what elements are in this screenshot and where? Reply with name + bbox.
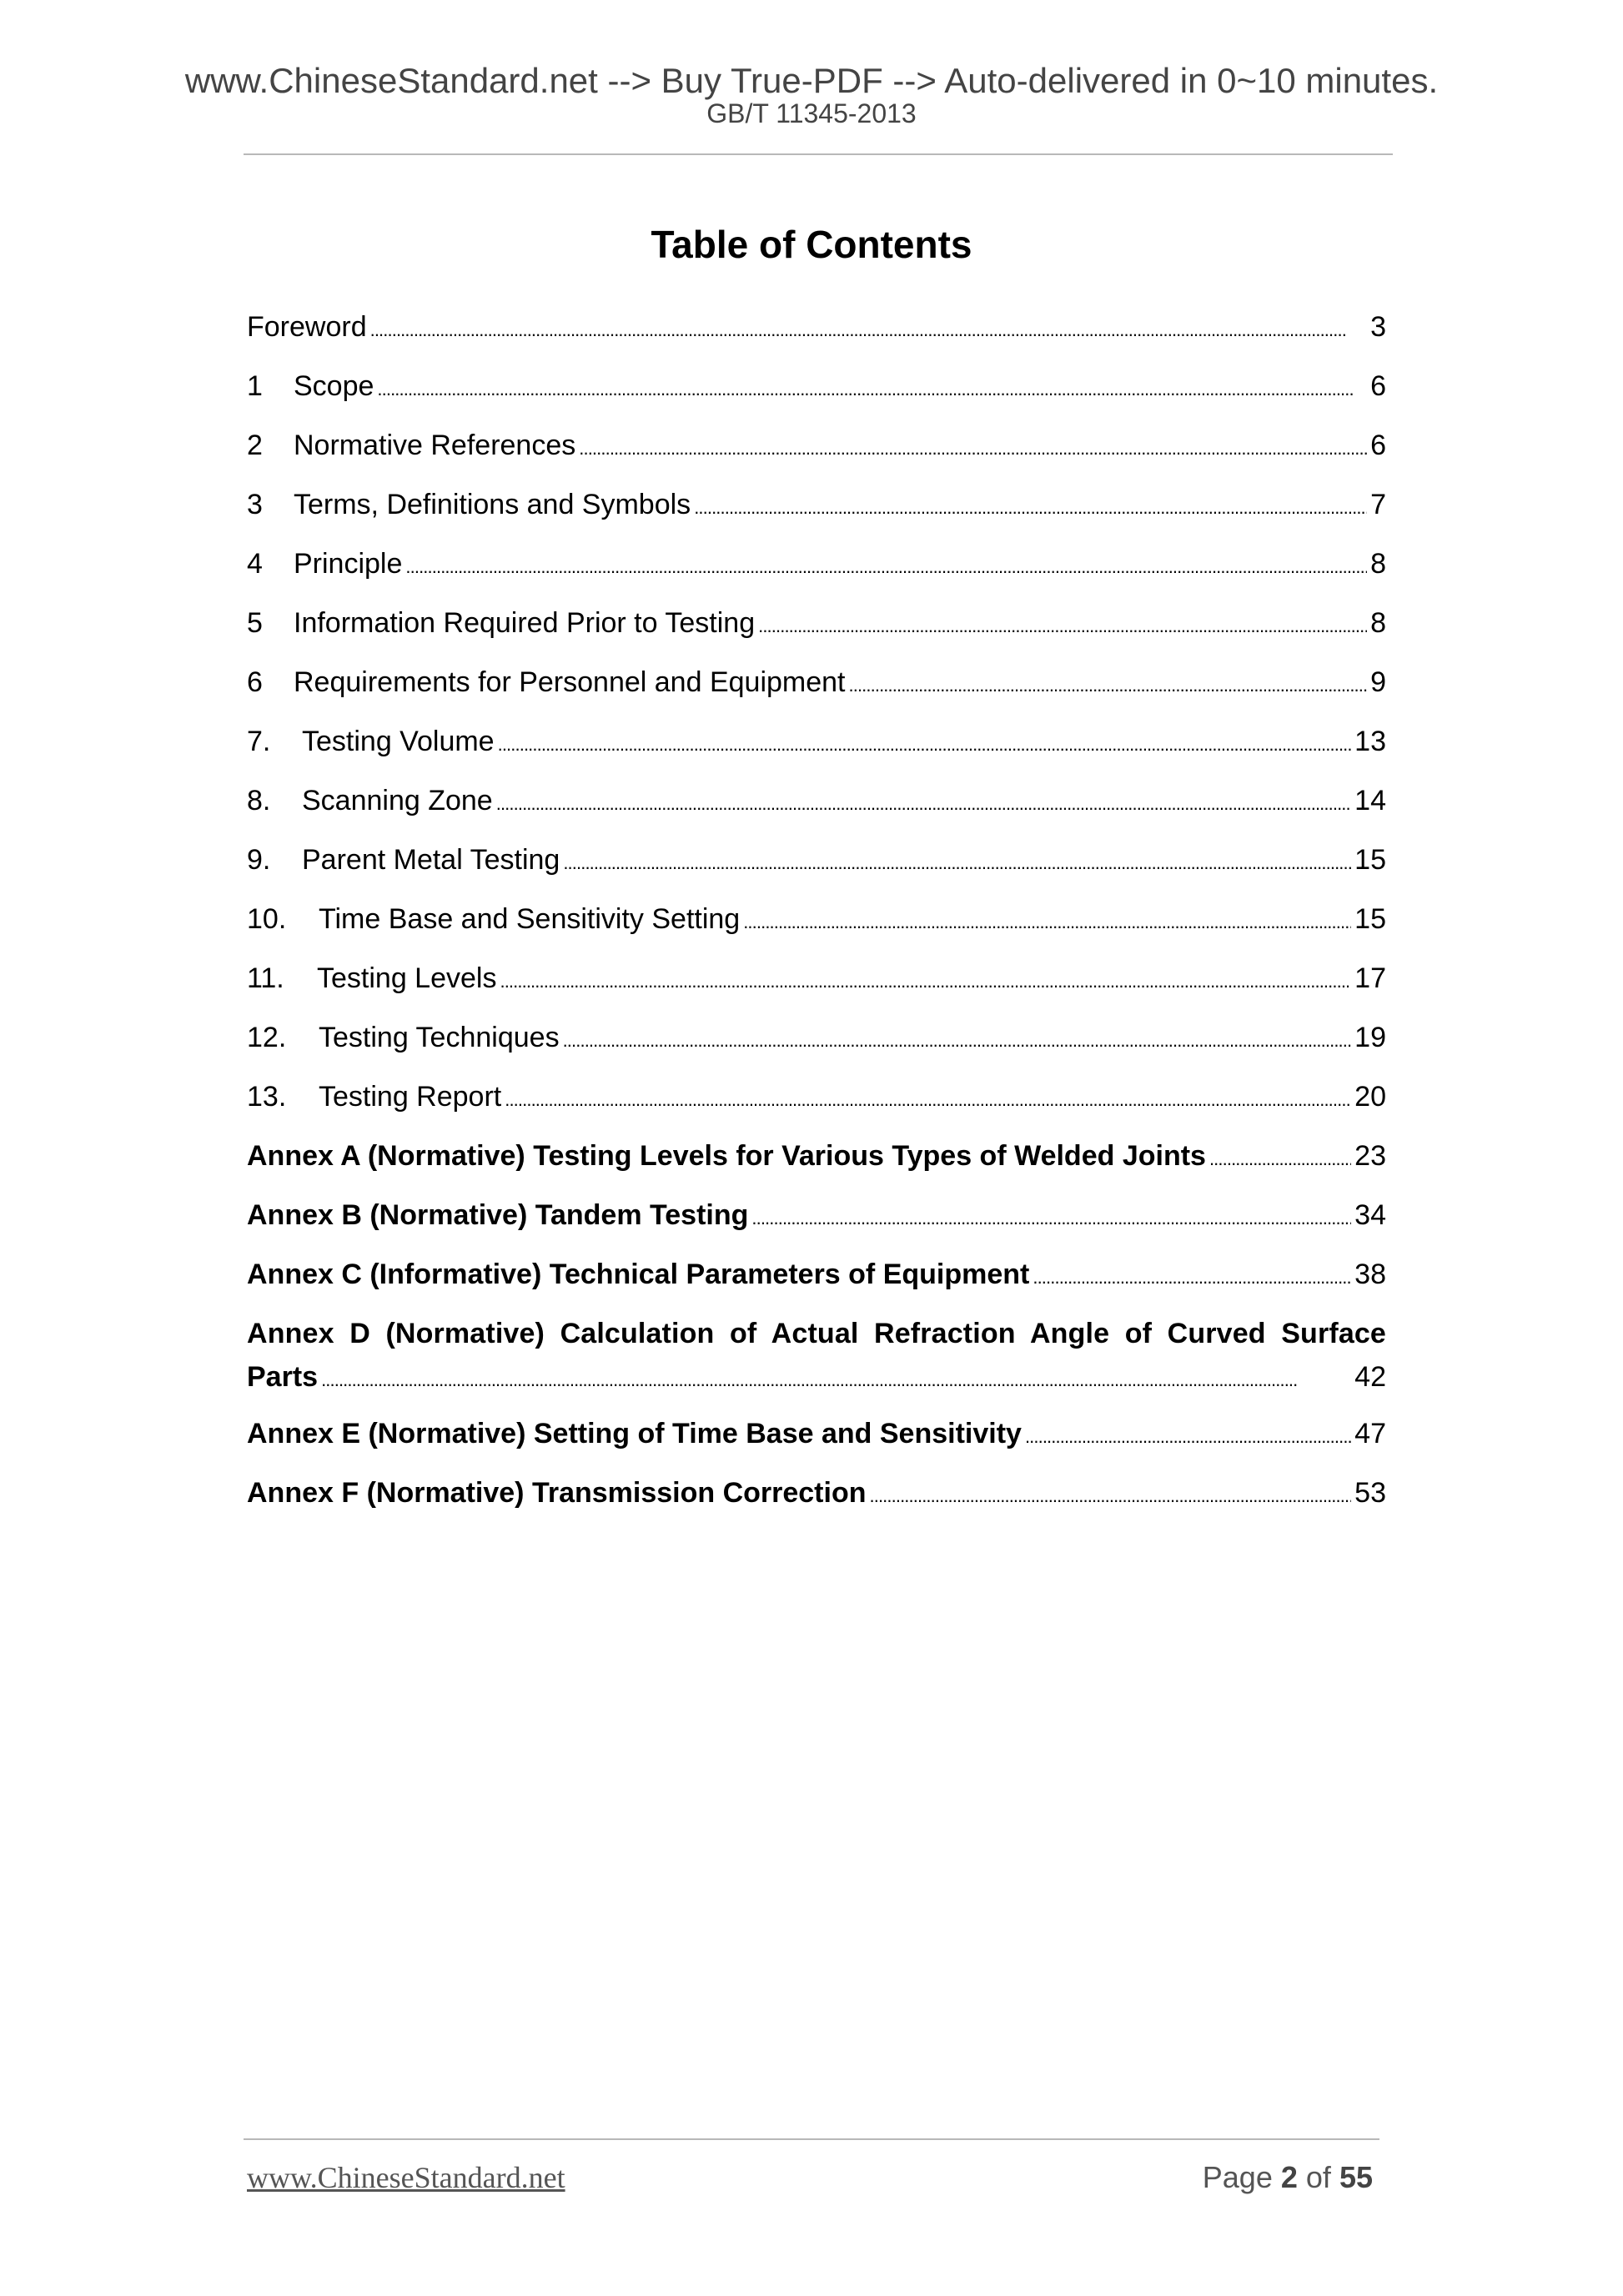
- dot-leader: [579, 424, 1367, 470]
- toc-entry-label: Parts: [247, 1361, 319, 1393]
- dot-leader: [321, 1355, 1351, 1402]
- toc-entry-number: 5: [247, 607, 263, 639]
- toc-entry-label: Annex E (Normative) Setting of Time Base and Sensitivity: [247, 1418, 1022, 1449]
- toc-entry-label: Annex B (Normative) Tandem Testing: [247, 1199, 749, 1231]
- dot-leader: [694, 483, 1367, 530]
- dot-leader: [751, 1193, 1351, 1240]
- toc-entry-page: 19: [1354, 1022, 1386, 1053]
- toc-title: Table of Contents: [651, 223, 972, 266]
- toc-entry-label: Testing Levels: [317, 962, 497, 994]
- toc-entry-label: Normative References: [294, 430, 576, 461]
- toc-entry-requirements[interactable]: [247, 661, 1386, 704]
- toc-entry-page: 3: [1370, 311, 1386, 343]
- toc-entry-annex-c[interactable]: [247, 1253, 1386, 1296]
- toc-entry-number: 1: [247, 370, 263, 402]
- toc-entry-label-line1: Annex D (Normative) Calculation of Actual Refraction Angle of Curved Surface: [247, 1318, 1386, 1349]
- toc-entry-page: 15: [1354, 903, 1386, 935]
- toc-entry-number: 11.: [247, 962, 284, 994]
- toc-entry-scope[interactable]: [247, 364, 1386, 408]
- top-banner[interactable]: www.ChineseStandard.net --> Buy True-PDF --> Auto-delivered in 0~10 minutes.: [184, 61, 1439, 100]
- toc-entry-scanning-zone[interactable]: [247, 779, 1386, 822]
- dot-leader: [563, 1016, 1352, 1063]
- toc-entry-label: Requirements for Personnel and Equipment: [294, 666, 846, 698]
- toc-entry-page: 9: [1370, 666, 1386, 698]
- page-prefix: Page: [1202, 2160, 1273, 2194]
- toc-entry-label: Annex C (Informative) Technical Parameters of Equipment: [247, 1259, 1030, 1290]
- toc-entry-foreword[interactable]: [247, 305, 1386, 349]
- toc-entry-number: 2: [247, 430, 263, 461]
- page-of: of: [1305, 2160, 1331, 2194]
- toc-entry-label: Principle: [294, 548, 403, 580]
- dot-leader: [500, 957, 1351, 1003]
- toc-entry-page: 47: [1354, 1418, 1386, 1449]
- toc-entry-page: 42: [1354, 1361, 1386, 1393]
- toc-entry-terms[interactable]: [247, 483, 1386, 526]
- toc-entry-page: 7: [1370, 489, 1386, 520]
- page-number: [1203, 2160, 1373, 2195]
- toc-entry-number: 10.: [247, 903, 287, 935]
- toc-entry-number: 4: [247, 548, 263, 580]
- footer-website-link[interactable]: www.ChineseStandard.net: [247, 2161, 565, 2194]
- dot-leader: [563, 838, 1351, 885]
- toc-entry-page: 14: [1354, 785, 1386, 816]
- toc-entry-page: 15: [1354, 844, 1386, 876]
- toc-entry-label: Testing Volume: [302, 726, 495, 757]
- toc-entry-annex-b[interactable]: [247, 1193, 1386, 1237]
- toc-entry-page: 34: [1354, 1199, 1386, 1231]
- toc-entry-label: Scope: [294, 370, 374, 402]
- toc-entry-page: 20: [1354, 1081, 1386, 1113]
- header-divider: [244, 153, 1393, 155]
- toc-entry-annex-f[interactable]: [247, 1471, 1386, 1515]
- toc-entry-testing-volume[interactable]: [247, 720, 1386, 763]
- dot-leader: [743, 897, 1351, 944]
- document-code: GB/T 11345-2013: [706, 98, 917, 128]
- dot-leader: [405, 542, 1367, 589]
- toc-entry-information-required[interactable]: [247, 601, 1386, 645]
- toc-entry-number: 12.: [247, 1022, 287, 1053]
- toc-entry-annex-a[interactable]: [247, 1134, 1386, 1178]
- toc-entry-parent-metal[interactable]: [247, 838, 1386, 882]
- dot-leader: [870, 1471, 1352, 1518]
- toc-entry-page: 8: [1370, 548, 1386, 580]
- toc-entry-annex-e[interactable]: [247, 1412, 1386, 1455]
- toc-entry-normative-references[interactable]: [247, 424, 1386, 467]
- page-total: 55: [1339, 2160, 1373, 2194]
- dot-leader: [505, 1075, 1351, 1122]
- toc-entry-page: 17: [1354, 962, 1386, 994]
- toc-entry-number: 6: [247, 666, 263, 698]
- dot-leader: [849, 661, 1368, 707]
- toc-entry-label: Testing Techniques: [319, 1022, 560, 1053]
- toc-entry-label: Terms, Definitions and Symbols: [294, 489, 691, 520]
- toc-entry-label: Foreword: [247, 311, 367, 343]
- toc-entry-page: 6: [1370, 430, 1386, 461]
- toc-entry-number: 13.: [247, 1081, 287, 1113]
- dot-leader: [377, 364, 1367, 411]
- toc-entry-number: 9.: [247, 844, 271, 876]
- toc-entry-page: 38: [1354, 1259, 1386, 1290]
- dot-leader: [1033, 1253, 1351, 1299]
- toc-entry-testing-report[interactable]: [247, 1075, 1386, 1118]
- toc-entry-label: Parent Metal Testing: [302, 844, 560, 876]
- toc-entry-annex-d[interactable]: [247, 1312, 1386, 1399]
- page-current: 2: [1280, 2160, 1298, 2194]
- toc-entry-label: Annex A (Normative) Testing Levels for Various Types of Welded Joints: [247, 1140, 1206, 1172]
- dot-leader: [1025, 1412, 1351, 1459]
- toc-entry-label: Annex F (Normative) Transmission Correction: [247, 1477, 867, 1509]
- toc-entry-number: 7.: [247, 726, 271, 757]
- toc-entry-page: 6: [1370, 370, 1386, 402]
- toc-entry-page: 23: [1354, 1140, 1386, 1172]
- footer-divider: [244, 2138, 1379, 2140]
- toc-entry-testing-levels[interactable]: [247, 957, 1386, 1000]
- toc-entry-principle[interactable]: [247, 542, 1386, 585]
- toc-entry-label: Information Required Prior to Testing: [294, 607, 756, 639]
- toc-entry-time-base[interactable]: [247, 897, 1386, 941]
- dot-leader: [496, 779, 1351, 826]
- toc-entry-label: Time Base and Sensitivity Setting: [319, 903, 741, 935]
- toc-entry-testing-techniques[interactable]: [247, 1016, 1386, 1059]
- toc-entry-page: 53: [1354, 1477, 1386, 1509]
- toc-entry-label: Testing Report: [319, 1081, 502, 1113]
- toc-entry-page: 8: [1370, 607, 1386, 639]
- toc-entry-number: 3: [247, 489, 263, 520]
- dot-leader: [758, 601, 1367, 648]
- toc-entry-label: Scanning Zone: [302, 785, 493, 816]
- toc-entry-page: 13: [1354, 726, 1386, 757]
- dot-leader: [498, 720, 1352, 766]
- dot-leader: [370, 305, 1367, 352]
- toc-entry-number: 8.: [247, 785, 271, 816]
- dot-leader: [1209, 1134, 1351, 1181]
